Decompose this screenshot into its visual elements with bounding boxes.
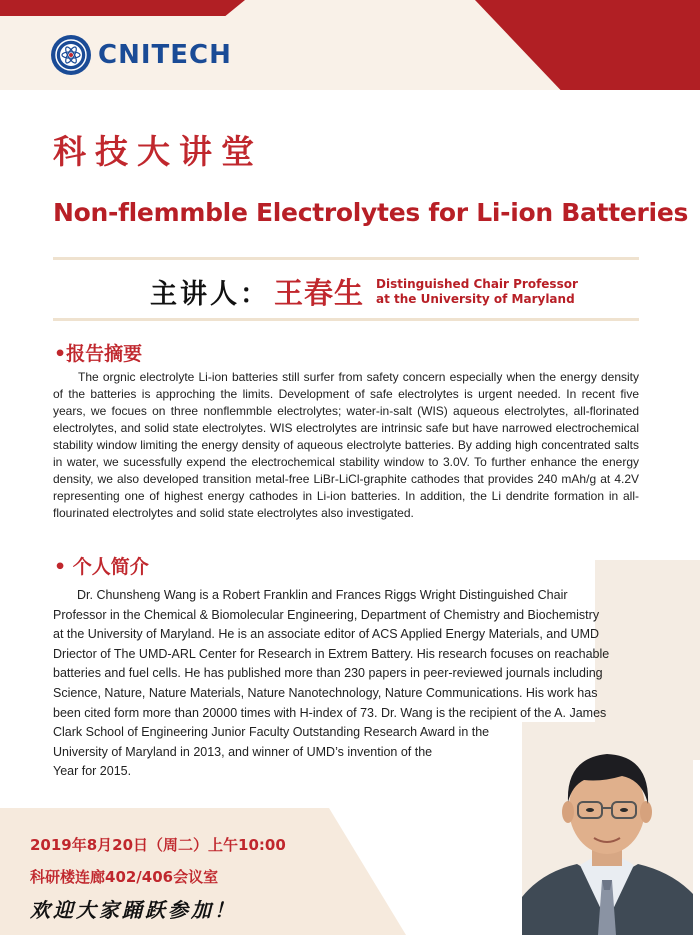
bio-line: Dr. Chunsheng Wang is a Robert Franklin and Frances Riggs Wright Distinguished Chair	[77, 588, 568, 602]
bio-line: Clark School of Engineering Junior Faculty Outstanding Research Award in the	[53, 725, 490, 740]
speaker-photo	[522, 722, 693, 935]
bio-line: Year for 2015.	[53, 764, 132, 779]
event-welcome: 欢迎大家踊跃参加！	[30, 898, 237, 922]
bio-heading: • 个人简介	[54, 556, 149, 578]
speaker-label: 主讲人：	[150, 279, 270, 310]
speaker-name: 王春生	[274, 276, 365, 310]
event-date-time: 2019年8月20日（周二）上午10:00	[30, 836, 286, 854]
header-red-stripe-left	[0, 0, 245, 16]
series-title: 科技大讲堂	[53, 132, 263, 171]
abstract-text: The orgnic electrolyte Li-ion batteries still surfer from safety concern especially when the energy density of the batteries is approching the limits. Development of safe electrolytes is urgent needed. In recent five years, we focues on three nonflemmble electrolytes; water-in-salt (WIS) aqueous electrolytes, all-florinated electrolytes, and solid state electrolytes. WIS electrolytes are intrinsic safe but have narrowed electrochemical stability window limiting the energy density of aqueous electrolyte batteries. By adding high concentrated salts in water, we sucessfully expend the electrochemical stability window to 3.0V. To further enhance the energy density, we also developed transition metal-free LiBr-LiCl-graphite cathodes that provides 240 mAh/g at 4.2V representing one of highest energy cathodes in Li-ion batteries. In addition, the Li dendrite formation in all-flourinated electrolytes and solid state electrolytes also investigated.	[53, 370, 639, 520]
speaker-title-line-1: Distinguished Chair Professor	[376, 276, 578, 291]
institute-emblem-icon	[50, 34, 92, 76]
bio-line: Driector of The UMD-ARL Center for Research in Extrem Battery. His research focuses on reachable	[53, 646, 610, 661]
bio-line: University of Maryland in 2013, and winner of UMD’s invention of the	[53, 744, 433, 759]
event-venue: 科研楼连廊402/406会议室	[30, 868, 219, 886]
divider-bottom	[53, 318, 639, 321]
logo-text: CNITECH	[98, 40, 232, 70]
bio-line: Science, Nature, Nature Materials, Nature Nanotechnology, Nature Communications. His work has	[53, 685, 598, 700]
speaker-block	[150, 271, 578, 312]
divider-top	[53, 257, 639, 260]
speaker-title-line-2: at the University of Maryland	[376, 291, 575, 306]
bio-line: been cited form more than 20000 times with H-index of 73. Dr. Wang is the recipient of the A. James	[53, 705, 607, 720]
bio-line: Professor in the Chemical & Biomolecular Engineering, Department of Chemistry and Biochemistry	[53, 607, 600, 622]
abstract-heading: •报告摘要	[54, 343, 143, 365]
bio-line: at the University of Maryland. He is an associate editor of ACS Applied Energy Materials, and UMD	[53, 627, 600, 642]
bio-line: batteries and fuel cells. He has published more than 230 papers in peer-reviewed journals including	[53, 666, 603, 681]
institute-logo	[50, 34, 232, 76]
talk-title: Non-flemmble Electrolytes for Li-ion Batteries	[53, 198, 689, 227]
speaker-title	[376, 277, 578, 307]
